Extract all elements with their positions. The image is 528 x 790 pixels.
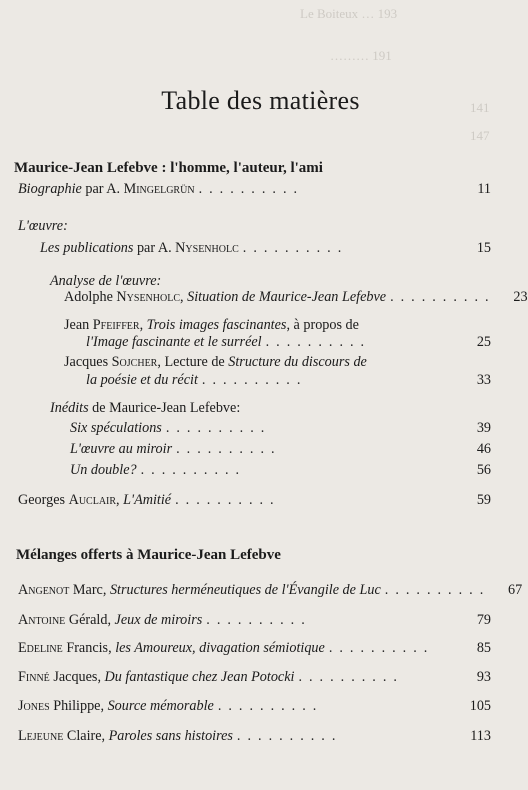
- page-number: 23: [513, 289, 528, 305]
- toc-entry-sojcher-cont: la poésie et du récit .......... 33: [86, 372, 491, 388]
- leader-dots: ..........: [140, 462, 247, 478]
- leader-dots: ..........: [217, 698, 324, 714]
- leader-dots: ..........: [176, 441, 282, 457]
- page-number: 93: [476, 669, 491, 685]
- leader-dots: ..........: [242, 240, 349, 256]
- toc-entry-antoine[interactable]: Antoine Gérald, Jeux de miroirs .......... 79: [18, 612, 491, 628]
- leader-dots: ..........: [236, 728, 343, 744]
- page-number: 67: [508, 582, 523, 598]
- toc-entry-finne[interactable]: Finné Jacques, Du fantastique chez Jean Potocki .......... 93: [18, 669, 491, 685]
- leader-dots: ..........: [328, 640, 435, 656]
- toc-entry-un-double[interactable]: Un double? .......... 56: [70, 462, 491, 478]
- leader-dots: ..........: [198, 181, 305, 197]
- analyse-label: Analyse de l'œuvre:: [50, 273, 162, 289]
- toc-entry-edeline[interactable]: Edeline Francis, les Amoureux, divagation sémiotique .......... 85: [18, 640, 491, 656]
- toc-entry-auclair[interactable]: Georges Auclair, L'Amitié .......... 59: [18, 492, 491, 508]
- bleed-through-text: ……… 191: [330, 48, 392, 63]
- toc-entry-sojcher[interactable]: Jacques Sojcher, Lecture de Structure du discours de: [64, 354, 367, 370]
- page-title: Table des matières: [161, 86, 360, 115]
- leader-dots: ..........: [175, 492, 281, 508]
- bleed-through-text: 147: [470, 128, 490, 143]
- leader-dots: ..........: [206, 612, 312, 628]
- page-number: 39: [476, 420, 491, 436]
- page-number: 79: [476, 612, 491, 628]
- page-number: 59: [476, 492, 491, 508]
- page-number: 56: [476, 462, 491, 478]
- leader-dots: ..........: [298, 669, 404, 685]
- leader-dots: ..........: [165, 420, 272, 436]
- toc-entry-oeuvre-au-miroir[interactable]: L'œuvre au miroir .......... 46: [70, 441, 491, 457]
- oeuvre-label: L'œuvre:: [18, 218, 68, 234]
- page-number: 105: [469, 698, 491, 714]
- page-number: 15: [476, 240, 491, 256]
- leader-dots: ..........: [265, 334, 372, 350]
- page-number: 11: [477, 181, 491, 197]
- toc-entry-pfeiffer-cont: l'Image fascinante et le surréel .......... 25: [86, 334, 491, 350]
- toc-entry-angenot[interactable]: Angenot Marc, Structures herméneutiques de l'Évangile de Luc .......... 67: [18, 582, 523, 598]
- page-number: 85: [476, 640, 491, 656]
- leader-dots: ..........: [384, 582, 491, 598]
- page-number: 113: [470, 728, 491, 744]
- section-heading-lefebve: Maurice-Jean Lefebve : l'homme, l'auteur, l'ami: [14, 160, 323, 176]
- toc-entry-jones[interactable]: Jones Philippe, Source mémorable .......... 105: [18, 698, 491, 714]
- page-number: 25: [476, 334, 491, 350]
- toc-entry-biographie[interactable]: Biographie par A. Mingelgrün .......... 11: [18, 181, 491, 197]
- toc-entry-publications[interactable]: Les publications par A. Nysenholc .......... 15: [40, 240, 491, 256]
- section-heading-melanges: Mélanges offerts à Maurice-Jean Lefebve: [16, 547, 281, 563]
- toc-entry-nysenholc[interactable]: Adolphe Nysenholc, Situation de Maurice-Jean Lefebve .......... 23: [64, 289, 528, 305]
- page-number: 33: [476, 372, 491, 388]
- bleed-through-text: 141: [470, 100, 490, 115]
- leader-dots: ..........: [201, 372, 308, 388]
- toc-entry-pfeiffer[interactable]: Jean Pfeiffer, Trois images fascinantes, à propos de: [64, 317, 359, 333]
- leader-dots: ..........: [390, 289, 496, 305]
- page-number: 46: [476, 441, 491, 457]
- bleed-through-text: Le Boiteux … 193: [300, 6, 398, 21]
- inedits-label: Inédits de Maurice-Jean Lefebve:: [50, 400, 241, 416]
- toc-entry-lejeune[interactable]: Lejeune Claire, Paroles sans histoires .......... 113: [18, 728, 491, 744]
- toc-entry-six-speculations[interactable]: Six spéculations .......... 39: [70, 420, 491, 436]
